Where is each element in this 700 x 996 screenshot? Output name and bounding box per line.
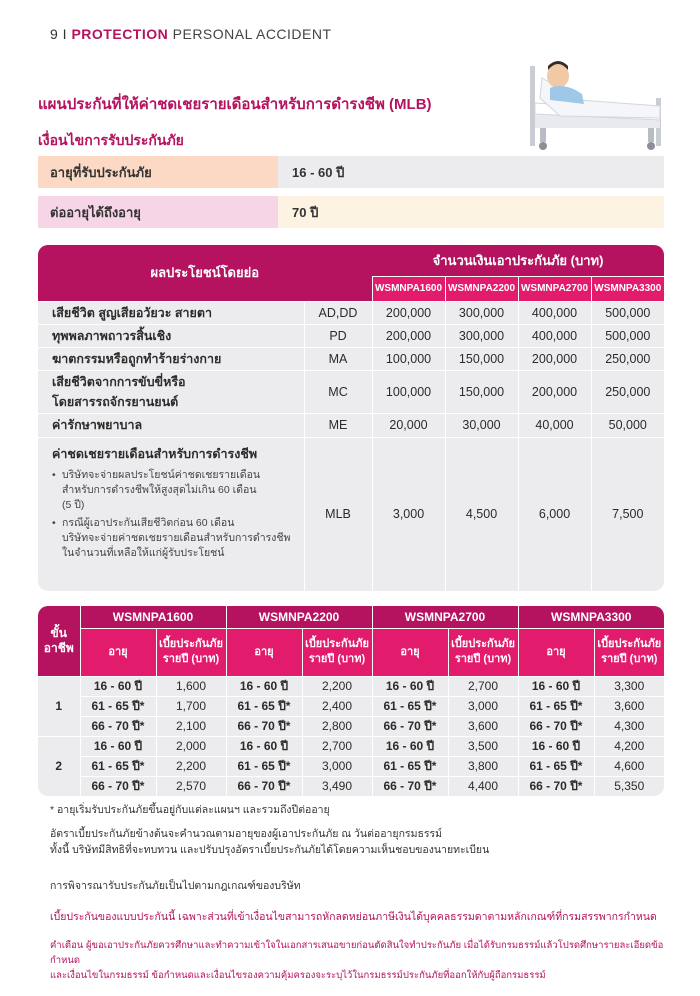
plan-header: WSMNPA2200 (445, 276, 518, 301)
plan-header: WSMNPA2700 (372, 606, 518, 628)
occupation-class: 1 (38, 676, 80, 736)
condition-value: 70 ปี (278, 196, 664, 228)
annual-premium: 3,300 (594, 676, 664, 696)
benefit-code: AD,DD (304, 301, 372, 324)
table-row (38, 716, 664, 736)
plan-header: WSMNPA3300 (591, 276, 664, 301)
footnote-age: * อายุเริ่มรับประกันภัยขึ้นอยู่กับแต่ละแผนฯ และรวมถึงปีต่ออายุ (50, 804, 330, 816)
note-line: ทั้งนี้ บริษัทมีสิทธิที่จะทบทวน และปรับปรุงอัตราเบี้ยประกันภัยได้โดยความเห็นชอบของนายทะเบียน (50, 844, 490, 856)
sum-insured: 50,000 (591, 413, 664, 437)
sum-insured: 500,000 (591, 324, 664, 347)
header-line: เบี้ยประกันภัย (305, 638, 369, 650)
annual-premium: 2,400 (302, 696, 372, 716)
age-range: 16 - 60 ปี (372, 676, 448, 696)
condition-row-entry-age (38, 156, 664, 188)
annual-premium: 5,350 (594, 776, 664, 796)
age-range: 61 - 65 ปี* (226, 696, 302, 716)
annual-premium: 3,000 (448, 696, 518, 716)
list-item (52, 468, 304, 513)
mlb-line: ในจำนวนที่เหลือให้แก่ผู้รับประโยชน์ (62, 546, 225, 559)
premium-column-header (302, 628, 372, 676)
premium-column-header (594, 628, 664, 676)
annual-premium: 4,200 (594, 736, 664, 756)
annual-premium: 3,000 (302, 756, 372, 776)
annual-premium: 4,300 (594, 716, 664, 736)
sum-insured: 200,000 (372, 324, 445, 347)
plan-header: WSMNPA1600 (372, 276, 445, 301)
table-row (38, 324, 664, 347)
mlb-line: บริษัทจะจ่ายค่าชดเชยรายเดือนสำหรับการดำรงชีพ (62, 531, 291, 544)
mlb-line: (5 ปี) (62, 498, 85, 511)
table-row (38, 736, 664, 756)
plan-header: WSMNPA2700 (518, 276, 591, 301)
age-column-header: อายุ (518, 628, 594, 676)
table-row (38, 413, 664, 437)
age-range: 66 - 70 ปี* (518, 716, 594, 736)
annual-premium: 2,100 (156, 716, 226, 736)
sum-insured: 300,000 (445, 301, 518, 324)
condition-row-renewal-age (38, 196, 664, 228)
annual-premium: 2,000 (156, 736, 226, 756)
age-range: 66 - 70 ปี* (226, 716, 302, 736)
condition-label: อายุที่รับประกันภัย (38, 156, 278, 188)
annual-premium: 4,400 (448, 776, 518, 796)
annual-premium: 4,600 (594, 756, 664, 776)
sum-insured: 250,000 (591, 370, 664, 413)
premium-table-body (38, 676, 664, 796)
note-premium-rate (50, 826, 489, 858)
age-range: 16 - 60 ปี (226, 736, 302, 756)
header-line: เบี้ยประกันภัย (159, 638, 223, 650)
page-header (50, 26, 332, 42)
occupation-class-header (38, 606, 80, 676)
premium-table (38, 606, 664, 796)
header-line: เบี้ยประกันภัย (597, 638, 662, 650)
page-number: 9 I (50, 26, 68, 42)
mlb-line: • บริษัทจะจ่ายผลประโยชน์ค่าชดเชยรายเดือน (62, 468, 261, 481)
note-line: อัตราเบี้ยประกันภัยข้างต้นจะคำนวณตามอายุของผู้เอาประกันภัย ณ วันต่ออายุกรมธรรม์ (50, 828, 443, 840)
note-line: และเงื่อนไขในกรมธรรม์ ข้อกำหนดและเงื่อนไขรองความคุ้มครองจะระบุไว้ในกรมธรรม์ประกันภัยที่ออกให้กับผู้ถือกรมธรรม์ (50, 970, 546, 981)
sum-insured: 200,000 (518, 347, 591, 370)
sum-insured: 100,000 (372, 347, 445, 370)
sum-insured: 100,000 (372, 370, 445, 413)
table-row (38, 696, 664, 716)
benefit-line: เสียชีวิตจากการขับขี่หรือ (52, 374, 186, 389)
monthly-benefit: 4,500 (445, 437, 518, 591)
list-item (52, 516, 304, 561)
annual-premium: 2,700 (448, 676, 518, 696)
annual-premium: 2,200 (302, 676, 372, 696)
header-line: รายปี (บาท) (308, 653, 366, 665)
header-line: รายปี (บาท) (454, 653, 512, 665)
benefit-code: MA (304, 347, 372, 370)
age-range: 61 - 65 ปี* (372, 756, 448, 776)
monthly-benefit: 6,000 (518, 437, 591, 591)
mlb-conditions-list (52, 468, 304, 561)
sum-insured: 40,000 (518, 413, 591, 437)
monthly-benefit: 7,500 (591, 437, 664, 591)
sum-insured-header: จำนวนเงินเอาประกันภัย (บาท) (372, 245, 664, 276)
age-range: 61 - 65 ปี* (226, 756, 302, 776)
age-range: 16 - 60 ปี (226, 676, 302, 696)
annual-premium: 2,700 (302, 736, 372, 756)
age-column-header: อายุ (80, 628, 156, 676)
sum-insured: 400,000 (518, 324, 591, 347)
note-tax-deduction: เบี้ยประกันของแบบประกันนี้ เฉพาะส่วนที่เข้าเงื่อนไขสามารถหักลดหย่อนภาษีเงินได้บุคคลธรรมดาตามหลักเกณฑ์ที่กรมสรรพากรกำหนด (50, 911, 657, 923)
sum-insured: 250,000 (591, 347, 664, 370)
benefit-line: โดยสารรถจักรยานยนต์ (52, 394, 179, 409)
age-range: 16 - 60 ปี (518, 736, 594, 756)
annual-premium: 1,600 (156, 676, 226, 696)
monthly-benefit: 3,000 (372, 437, 445, 591)
annual-premium: 3,500 (448, 736, 518, 756)
section-name: PROTECTION (71, 26, 169, 42)
sum-insured: 150,000 (445, 370, 518, 413)
annual-premium: 3,800 (448, 756, 518, 776)
patient-in-bed-illustration (520, 48, 670, 158)
sum-insured: 400,000 (518, 301, 591, 324)
age-range: 16 - 60 ปี (80, 676, 156, 696)
age-range: 66 - 70 ปี* (518, 776, 594, 796)
table-row-mlb (38, 437, 664, 591)
benefit-name (38, 437, 304, 591)
table-row (38, 776, 664, 796)
sum-insured: 150,000 (445, 347, 518, 370)
annual-premium: 3,600 (448, 716, 518, 736)
header-line: รายปี (บาท) (601, 653, 658, 665)
age-range: 66 - 70 ปี* (80, 776, 156, 796)
premium-column-header (448, 628, 518, 676)
plan-header: WSMNPA3300 (518, 606, 664, 628)
age-range: 16 - 60 ปี (372, 736, 448, 756)
benefit-name: เสียชีวิต สูญเสียอวัยวะ สายตา (38, 301, 304, 324)
age-range: 16 - 60 ปี (80, 736, 156, 756)
plan-header: WSMNPA2200 (226, 606, 372, 628)
plan-title: แผนประกันที่ให้ค่าชดเชยรายเดือนสำหรับการดำรงชีพ (MLB) (38, 96, 432, 113)
mlb-line: • กรณีผู้เอาประกันเสียชีวิตก่อน 60 เดือน (62, 516, 235, 529)
header-line: อาชีพ (43, 640, 74, 655)
benefit-code: ME (304, 413, 372, 437)
benefit-column-header: ผลประโยชน์โดยย่อ (38, 245, 372, 301)
benefit-code: MLB (304, 437, 372, 591)
sum-insured: 300,000 (445, 324, 518, 347)
mlb-benefit-title: ค่าชดเชยรายเดือนสำหรับการดำรงชีพ (52, 446, 258, 461)
conditions-heading: เงื่อนไขการรับประกันภัย (38, 132, 184, 148)
benefit-code: PD (304, 324, 372, 347)
annual-premium: 3,490 (302, 776, 372, 796)
sum-insured: 500,000 (591, 301, 664, 324)
sum-insured: 200,000 (372, 301, 445, 324)
annual-premium: 2,800 (302, 716, 372, 736)
condition-label: ต่ออายุได้ถึงอายุ (38, 196, 278, 228)
benefit-name: ค่ารักษาพยาบาล (38, 413, 304, 437)
age-range: 66 - 70 ปี* (80, 716, 156, 736)
sum-insured: 20,000 (372, 413, 445, 437)
sum-insured: 200,000 (518, 370, 591, 413)
annual-premium: 1,700 (156, 696, 226, 716)
benefit-name: ฆาตกรรมหรือถูกทำร้ายร่างกาย (38, 347, 304, 370)
age-column-header: อายุ (226, 628, 302, 676)
age-column-header: อายุ (372, 628, 448, 676)
sum-insured: 30,000 (445, 413, 518, 437)
note-line: คำเตือน ผู้ขอเอาประกันภัยควรศึกษาและทำความเข้าใจในเอกสารเสนอขายก่อนตัดสินใจทำประกันภัย เมื่อได้รับกรมธรรม์แล้วโปรดศึกษารายละเอียดข้อกำหนด (50, 940, 664, 966)
benefits-table (38, 245, 664, 591)
table-row (38, 676, 664, 696)
age-range: 16 - 60 ปี (518, 676, 594, 696)
header-line: เบี้ยประกันภัย (451, 638, 515, 650)
annual-premium: 2,200 (156, 756, 226, 776)
age-range: 61 - 65 ปี* (518, 696, 594, 716)
header-line: รายปี (บาท) (162, 653, 220, 665)
benefit-name (38, 370, 304, 413)
plan-header: WSMNPA1600 (80, 606, 226, 628)
benefit-name: ทุพพลภาพถาวรสิ้นเชิง (38, 324, 304, 347)
subsection-name: PERSONAL ACCIDENT (172, 26, 332, 42)
table-row (38, 347, 664, 370)
benefit-code: MC (304, 370, 372, 413)
condition-value: 16 - 60 ปี (278, 156, 664, 188)
annual-premium: 3,600 (594, 696, 664, 716)
age-range: 61 - 65 ปี* (372, 696, 448, 716)
age-range: 66 - 70 ปี* (372, 776, 448, 796)
table-row (38, 370, 664, 413)
table-row (38, 756, 664, 776)
occupation-class: 2 (38, 736, 80, 796)
mlb-line: สำหรับการดำรงชีพให้สูงสุดไม่เกิน 60 เดือน (62, 483, 257, 496)
table-row (38, 301, 664, 324)
age-range: 61 - 65 ปี* (518, 756, 594, 776)
age-range: 66 - 70 ปี* (372, 716, 448, 736)
age-range: 66 - 70 ปี* (226, 776, 302, 796)
header-line: ขั้น (50, 625, 67, 640)
annual-premium: 2,570 (156, 776, 226, 796)
premium-column-header (156, 628, 226, 676)
note-warning (50, 938, 670, 983)
note-underwriting: การพิจารณารับประกันภัยเป็นไปตามกฎเกณฑ์ของบริษัท (50, 880, 301, 892)
age-range: 61 - 65 ปี* (80, 756, 156, 776)
age-range: 61 - 65 ปี* (80, 696, 156, 716)
